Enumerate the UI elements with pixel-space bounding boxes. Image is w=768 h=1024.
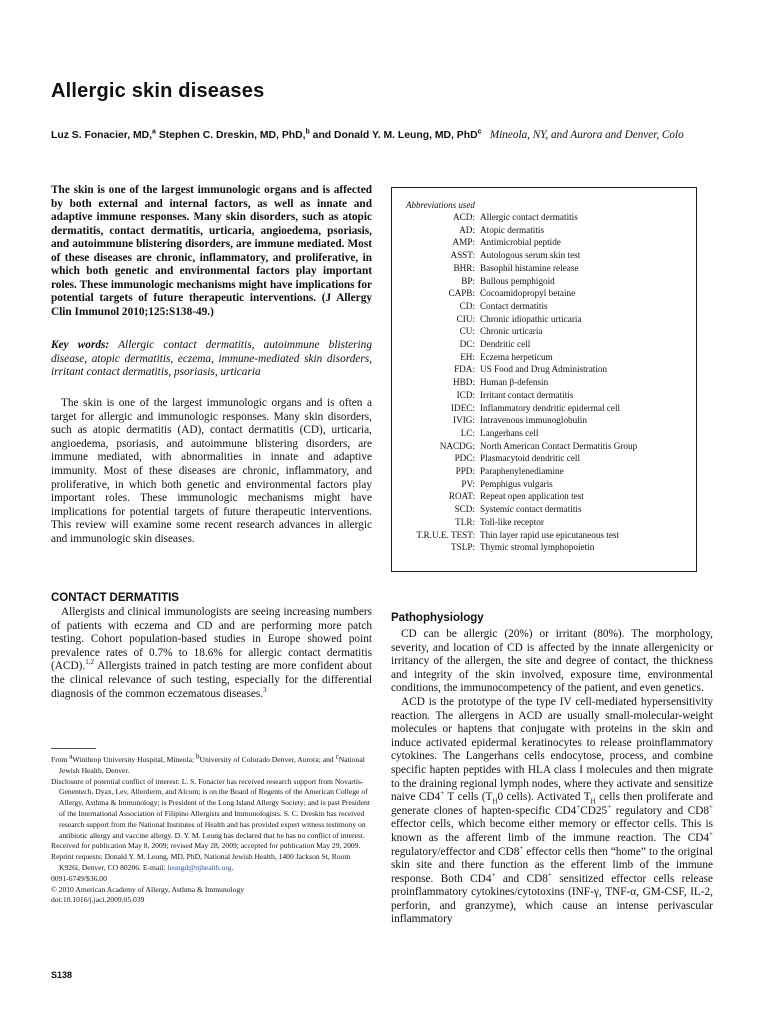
abbreviation-term: LC:	[460, 427, 475, 438]
abbreviation-definition: Repeat open application test	[480, 491, 584, 502]
pathophysiology-paragraph-1: CD can be allergic (20%) or irritant (80%). The morphology, severity, and location of CD is affected by the innate allergenicity or irritancy of the allergen, the site and degree of contact, the thickness and integrity of the skin involved, exposure time, environmental conditions, the immunocompetency of the patient, and even genetics.	[391, 628, 713, 695]
abbreviation-row	[402, 541, 686, 554]
footnote-disclosure: Disclosure of potential conflict of interest: L. S. Fonacier has received research support from Novartis-Genentech, Dyax, Lev, Allerderm, and Alcom; is on the Board of Regents of the American College of Allergy, Asthma & Immunology; is President of the Long Island Allergy Society; and is past President of the International Association of Filipino Allergists and Immunologists. S. C. Dreskin has received research support from the National Institutes of Health and has provided expert witness testimony on antibiotic allergy and vaccine allergy. D. Y. M. Leung has declared that he has no conflict of interest.	[51, 776, 370, 840]
abbreviation-term: DC:	[459, 339, 475, 350]
abbreviation-definition: Antimicrobial peptide	[480, 237, 561, 248]
abbreviation-definition: Chronic idiopathic urticaria	[480, 313, 582, 324]
abbreviation-term: CD:	[459, 300, 475, 311]
abbreviation-row	[402, 338, 686, 351]
abbreviation-row	[402, 262, 686, 275]
abbreviation-row	[402, 478, 686, 491]
abbreviation-row	[402, 249, 686, 262]
abbreviation-row	[402, 516, 686, 529]
abbreviation-row	[402, 313, 686, 326]
footnote-affiliations: From $^a$Winthrop University Hospital, Mineola; $^b$University of Colorado Denver, Aurora; and $^c$National Jewish Health, Denver.	[51, 752, 365, 775]
abbreviation-term: T.R.U.E. TEST:	[416, 529, 475, 540]
abbreviation-row	[402, 389, 686, 402]
abbreviation-row	[402, 452, 686, 465]
email-link[interactable]: leungd@njhealth.org	[167, 862, 232, 872]
abbreviation-definition: Basophil histamine release	[480, 262, 579, 273]
abbreviation-definition: Thin layer rapid use epicutaneous test	[480, 529, 620, 540]
abbreviation-row	[402, 376, 686, 389]
abbreviation-definition: Intravenous immunoglobulin	[480, 415, 587, 426]
abbreviation-definition: Systemic contact dermatitis	[480, 504, 582, 515]
abbreviation-definition: Autologous serum skin test	[480, 250, 581, 261]
abbreviation-term: HBD:	[453, 377, 475, 388]
footnotes	[51, 752, 372, 906]
abbreviation-definition: US Food and Drug Administration	[480, 364, 608, 375]
abbreviation-row	[402, 490, 686, 503]
article-title: Allergic skin diseases	[51, 80, 265, 102]
abbreviation-definition: Eczema herpeticum	[480, 351, 553, 362]
abbreviation-term: AD:	[459, 224, 475, 235]
abbreviation-definition: Paraphenylenediamine	[480, 466, 564, 477]
abbreviation-row	[402, 287, 686, 300]
section-heading-contact-dermatitis: CONTACT DERMATITIS	[51, 592, 179, 604]
abbreviation-definition: Pemphigus vulgaris	[480, 478, 553, 489]
abbreviation-term: ICD:	[456, 389, 475, 400]
abbreviation-definition: Toll-like receptor	[480, 516, 544, 527]
abbreviation-row	[402, 275, 686, 288]
author-location: Mineola, NY, and Aurora and Denver, Colo	[489, 129, 684, 141]
contact-dermatitis-paragraph: Allergists and clinical immunologists are seeing increasing numbers of patients with eczema and CD and are performing more patch testing. Cohort population-based studies in Europe showed point prevalence rates of 0.7% to 18.6% for allergic contact dermatitis (ACD).$^{1,2}$ Allergists trained in patch testing are more confident about the clinical relevance of such testing, especially for the differential diagnosis of the common eczematous diseases.$^3$	[51, 606, 372, 700]
abbreviation-term: PV:	[461, 478, 475, 489]
abbreviations-box	[391, 187, 697, 572]
abbreviation-term: TSLP:	[451, 542, 475, 553]
abbreviation-row	[402, 236, 686, 249]
abbreviation-row	[402, 351, 686, 364]
abbreviation-row	[402, 503, 686, 516]
abbreviation-row	[402, 427, 686, 440]
pathophysiology-paragraph-2: ACD is the prototype of the type IV cell-mediated hypersensitivity reaction. The allergens in ACD are usually small-molecular-weight molecules or haptens that conjugate with proteins in the skin and induce activated epidermal keratinocytes to release proinflammatory cytokines. The Langerhans cells endocytose, process, and combine specific hapten peptides with HLA class I molecules and then migrate to the draining regional lymph nodes, where they activate and sensitize naive CD4+ T cells ($T_H0$ cells). Activated $T_H$ cells then proliferate and generate clones of hapten-specific CD4+CD25+ regulatory and CD8+ effector cells, which become either memory or effector cells. This is known as the afferent limb of the immune reaction. The CD4+ regulatory/effector and CD8+ effector cells then “home” to the original skin site and there function as the efferent limb of the immune response. Both CD4+ and CD8+ sensitized effector cells release proinflammatory cytokines/cytotoxins (INF-γ, TNF-α, GM-CSF, IL-2, perforin, and granzyme), which cause an intense perivascular inflammatory	[391, 695, 714, 926]
abbreviation-term: IDEC:	[451, 402, 475, 413]
footnote-divider	[51, 748, 96, 749]
author-names: Luz S. Fonacier, MD,$^a$ Stephen C. Dreskin, MD, PhD,$^b$ and Donald Y. M. Leung, MD, PhD$^c$	[51, 128, 482, 141]
author-line	[51, 127, 721, 144]
abbreviation-term: PDC:	[454, 453, 475, 464]
page-number: S138	[51, 970, 73, 980]
abbreviation-definition: Langerhans cell	[480, 427, 539, 438]
abbreviation-term: SCD:	[454, 504, 475, 515]
abbreviation-term: AMP:	[452, 237, 475, 248]
abbreviations-list	[402, 211, 686, 554]
abbreviation-row	[402, 440, 686, 453]
abbreviation-term: TLR:	[455, 516, 475, 527]
abbreviation-term: FDA:	[454, 364, 475, 375]
abbreviation-row	[402, 211, 686, 224]
abbreviation-row	[402, 300, 686, 313]
abbreviation-definition: Allergic contact dermatitis	[480, 212, 578, 222]
keywords-label: Key words:	[51, 339, 110, 351]
abbreviation-row	[402, 363, 686, 376]
abbreviation-term: CAPB:	[448, 288, 475, 299]
abbreviation-row	[402, 465, 686, 478]
abbreviation-definition: Inflammatory dendritic epidermal cell	[480, 402, 621, 413]
keywords	[51, 339, 372, 380]
abbreviation-term: CU:	[459, 326, 475, 337]
abbreviation-definition: Contact dermatitis	[480, 300, 548, 311]
abbreviation-term: EH:	[460, 351, 475, 362]
abbreviation-definition: Bullous pemphigoid	[480, 275, 555, 286]
footnote-received: Received for publication May 8, 2009; revised May 28, 2009; accepted for publication May 29, 2009.	[51, 841, 361, 851]
abbreviation-row	[402, 325, 686, 338]
abbreviation-term: ASST:	[450, 250, 475, 261]
abbreviation-row	[402, 402, 686, 415]
abbreviations-caption: Abbreviations used	[406, 200, 475, 210]
keywords-text: Allergic contact dermatitis, autoimmune blistering disease, atopic dermatitis, eczema, immune-mediated skin disorders, irritant contact dermatitis, psoriasis, urticaria	[51, 339, 372, 378]
abbreviation-definition: Chronic urticaria	[480, 326, 543, 337]
citation[interactable]: 3	[263, 685, 267, 694]
abbreviation-term: IVIG:	[453, 415, 475, 426]
abbreviation-definition: Irritant contact dermatitis	[480, 389, 574, 400]
abbreviation-term: PPD:	[455, 466, 475, 477]
pathophysiology-text	[391, 628, 713, 927]
abbreviation-definition: Plasmacytoid dendritic cell	[480, 453, 581, 464]
section-heading-pathophysiology: Pathophysiology	[391, 612, 484, 624]
abbreviation-term: ACD:	[453, 212, 475, 222]
footnote-issn: 0091-6749/$36.00	[51, 873, 107, 883]
abbreviation-term: NACDG:	[439, 440, 475, 451]
abbreviation-term: ROAT:	[448, 491, 475, 502]
abbreviation-term: BP:	[461, 275, 475, 286]
abstract: The skin is one of the largest immunologic organs and is affected by both external and internal factors, as well as innate and adaptive immune responses. Many skin disorders, such as atopic dermatitis, contact dermatitis, urticaria, angioedema, psoriasis, and autoimmune blistering disorders, are immune mediated. Most of these diseases are chronic, inflammatory, and proliferative, in which both genetic and environmental factors play important roles. These immunologic mechanisms might have implications for potential targets of future therapeutic interventions. (J Allergy Clin Immunol 2010;125:S138-49.)	[51, 184, 372, 318]
introduction-paragraph: The skin is one of the largest immunologic organs and is often a target for allergic and immunologic responses. Many skin disorders, such as atopic dermatitis (AD), contact dermatitis (CD), urticaria, angioedema, psoriasis, and autoimmune blistering disorders, are immune mediated, with abnormalities in innate and adaptive immunity. Most of these diseases are chronic, inflammatory, and proliferative, in which both genetic and environmental factors play important roles. These immunologic mechanisms might have implications for potential targets of future therapeutic interventions. This review will examine some recent research advances in allergic and immunologic skin diseases.	[51, 397, 372, 545]
abbreviation-definition: Cocoamidopropyl betaine	[480, 288, 576, 299]
abbreviation-definition: North American Contact Dermatitis Group	[480, 440, 638, 451]
footnote-doi: doi:10.1016/j.jaci.2009.05.039	[51, 895, 145, 905]
abbreviation-definition: Thymic stromal lymphopoietin	[480, 542, 595, 553]
abbreviation-row	[402, 529, 686, 542]
abbreviation-row	[402, 414, 686, 427]
footnote-copyright: © 2010 American Academy of Allergy, Asthma & Immunology	[51, 884, 245, 894]
abbreviation-definition: Human β-defensin	[480, 377, 549, 388]
abbreviation-term: BHR:	[453, 262, 475, 273]
abbreviation-definition: Dendritic cell	[480, 339, 531, 350]
abbreviation-row	[402, 224, 686, 237]
footnote-reprint: Reprint requests: Donald Y. M. Leung, MD, PhD, National Jewish Health, 1400 Jackson St, Room K926i, Denver, CO 80206. E-mail: leungd@njhealth.org.	[51, 852, 351, 872]
abbreviation-definition: Atopic dermatitis	[480, 224, 545, 235]
citation[interactable]: 1,2	[85, 658, 94, 667]
abbreviation-term: CIU:	[456, 313, 475, 324]
